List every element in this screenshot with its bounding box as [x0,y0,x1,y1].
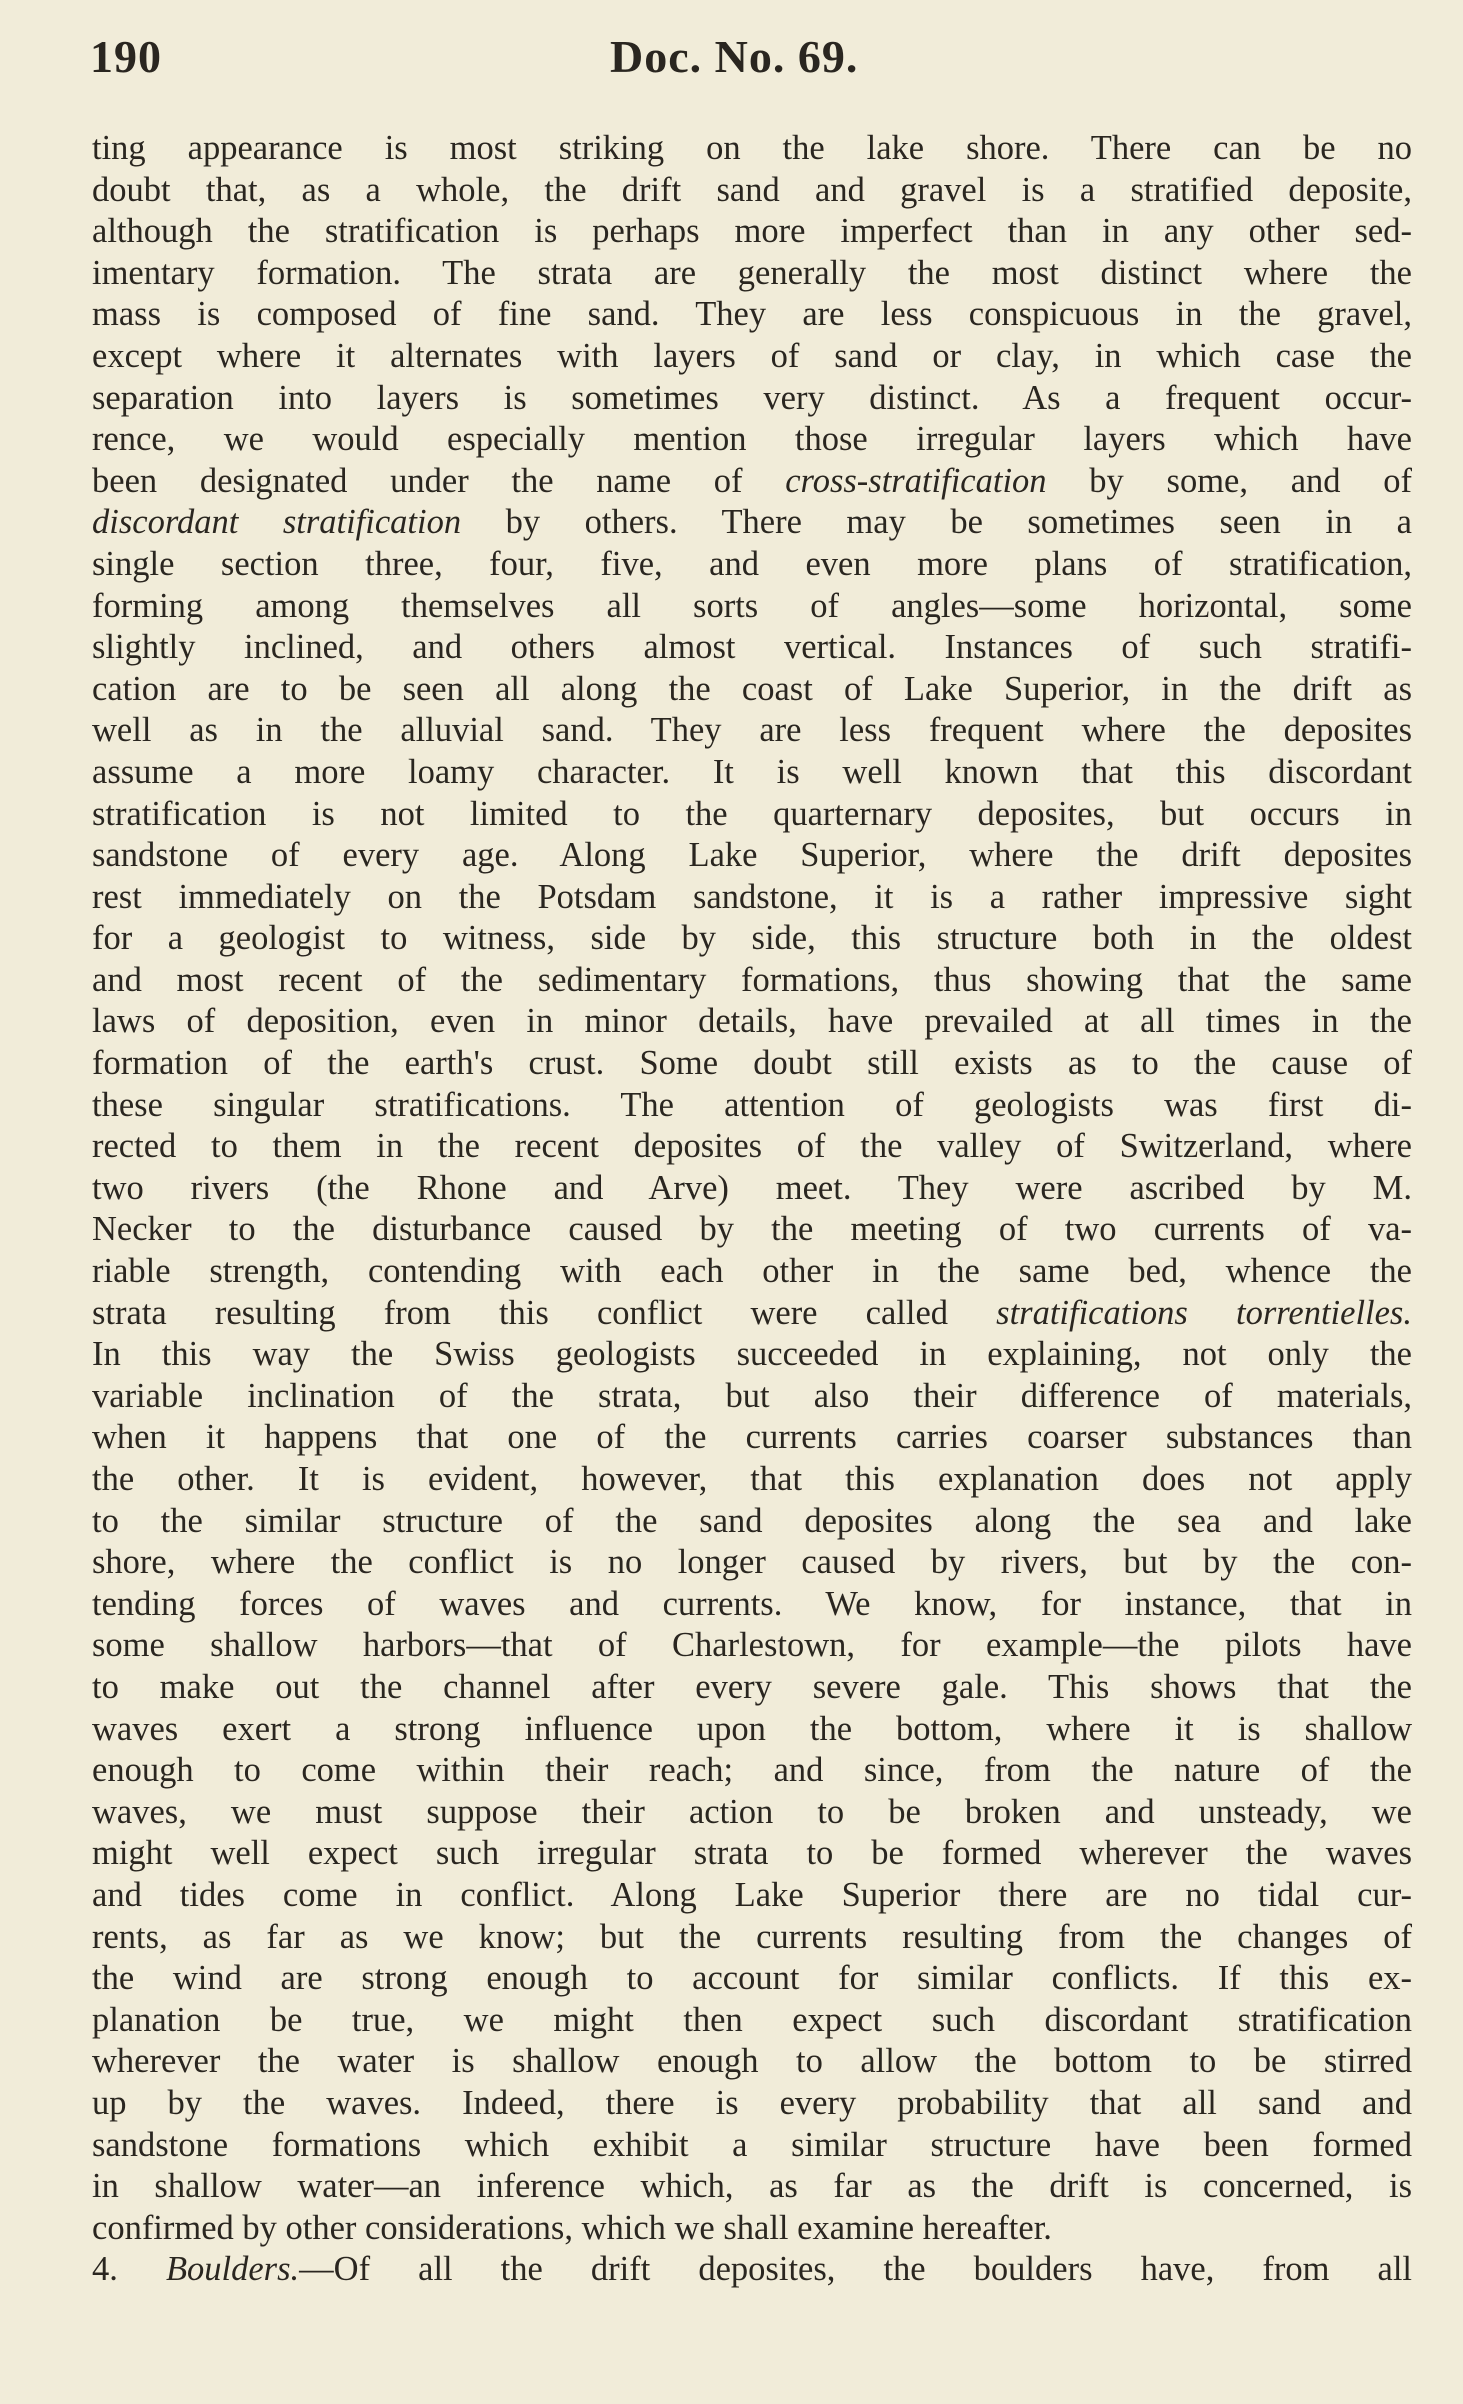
text-line: two rivers (the Rhone and Arve) meet. They were ascribed by M. [92,1168,1412,1207]
text-line: rence, we would especially mention those irregular layers which have [92,420,1412,459]
text-line: sandstone formations which exhibit a similar structure have been formed [92,2125,1412,2164]
page-number: 190 [90,31,162,82]
text-line: and most recent of the sedimentary formations, thus showing that the same [92,960,1412,999]
text-line: doubt that, as a whole, the drift sand and gravel is a stratified deposite, [92,170,1412,209]
text-line: In this way the Swiss geologists succeeded in explaining, not only the [92,1335,1412,1374]
text-line: variable inclination of the strata, but also their difference of materials, [92,1376,1412,1415]
text-line: shore, where the conflict is no longer caused by rivers, but by the con- [92,1543,1412,1582]
text-line: confirmed by other considerations, which we shall examine hereafter. [92,2208,1052,2247]
text-line: stratification is not limited to the quarternary deposites, but occurs in [92,794,1412,833]
text-line: except where it alternates with layers of sand or clay, in which case the [92,336,1412,375]
text-line: discordant stratification by others. There may be sometimes seen in a [92,503,1412,542]
text-line: Necker to the disturbance caused by the meeting of two currents of va- [92,1210,1412,1249]
text-line: enough to come within their reach; and since, from the nature of the [92,1751,1412,1790]
text-line: imentary formation. The strata are generally the most distinct where the [92,253,1412,292]
text-line: well as in the alluvial sand. They are less frequent where the deposites [92,711,1412,750]
text-line: separation into layers is sometimes very distinct. As a frequent occur- [92,378,1412,417]
italic-phrase: stratifications torrentielles. [996,1293,1412,1332]
italic-phrase: discordant stratification [92,503,462,542]
text-line: strata resulting from this conflict were called stratifications torrentielles. [92,1293,1412,1332]
text-line: formation of the earth's crust. Some doubt still exists as to the cause of [92,1044,1412,1083]
text-line: and tides come in conflict. Along Lake Superior there are no tidal cur- [92,1875,1412,1914]
text-line: forming among themselves all sorts of angles—some horizontal, some [92,586,1412,625]
text-line: the wind are strong enough to account for similar conflicts. If this ex- [92,1959,1412,1998]
italic-phrase: cross-stratification [785,461,1047,500]
text-line: rected to them in the recent deposites of the valley of Switzerland, where [92,1127,1412,1166]
text-line: up by the waves. Indeed, there is every probability that all sand and [92,2083,1412,2122]
text-line: when it happens that one of the currents carries coarser substances than [92,1418,1412,1457]
text-line: rest immediately on the Potsdam sandstone, it is a rather impressive sight [92,877,1412,916]
text-line: waves, we must suppose their action to be broken and unsteady, we [92,1792,1412,1831]
text-line: might well expect such irregular strata to be formed wherever the waves [92,1834,1412,1873]
text-line: single section three, four, five, and even more plans of stratification, [92,544,1412,583]
text-line: cation are to be seen all along the coast of Lake Superior, in the drift as [92,669,1412,708]
text-line: the other. It is evident, however, that this explanation does not apply [92,1460,1412,1498]
page-header [90,30,1400,100]
text-line: rents, as far as we know; but the currents resulting from the changes of [92,1917,1412,1956]
text-line: tending forces of waves and currents. We know, for instance, that in [92,1584,1412,1623]
text-line: to make out the channel after every severe gale. This shows that the [92,1667,1412,1706]
text-line: in shallow water—an inference which, as far as the drift is concerned, is [92,2167,1412,2206]
text-line: assume a more loamy character. It is well known that this discordant [92,752,1412,791]
text-line: for a geologist to witness, side by side, this structure both in the oldest [92,919,1412,958]
text-line: wherever the water is shallow enough to allow the bottom to be stirred [92,2042,1412,2081]
text-line: 4. Boulders.—Of all the drift deposites, the boulders have, from all [92,2250,1413,2289]
text-line: been designated under the name of cross-stratification by some, and of [92,461,1412,500]
text-line: although the stratification is perhaps more imperfect than in any other sed- [92,212,1412,251]
text-line: to the similar structure of the sand deposites along the sea and lake [92,1501,1412,1540]
text-line: mass is composed of fine sand. They are less conspicuous in the gravel, [92,295,1412,334]
text-line: some shallow harbors—that of Charlestown, for example—the pilots have [92,1626,1412,1665]
text-line: ting appearance is most striking on the lake shore. There can be no [92,129,1412,167]
text-line: slightly inclined, and others almost vertical. Instances of such stratifi- [92,628,1412,667]
text-line: planation be true, we might then expect such discordant stratification [92,2000,1412,2039]
text-line: these singular stratifications. The attention of geologists was first di- [92,1085,1412,1124]
body-text [92,128,1412,2291]
text-line: laws of deposition, even in minor details, have prevailed at all times in the [92,1002,1412,1041]
text-line: waves exert a strong influence upon the bottom, where it is shallow [92,1709,1412,1748]
text-line: riable strength, contending with each other in the same bed, whence the [92,1252,1412,1291]
text-line: sandstone of every age. Along Lake Superior, where the drift deposites [92,836,1412,875]
italic-phrase: Boulders. [165,2250,300,2289]
running-head: Doc. No. 69. [610,31,859,82]
